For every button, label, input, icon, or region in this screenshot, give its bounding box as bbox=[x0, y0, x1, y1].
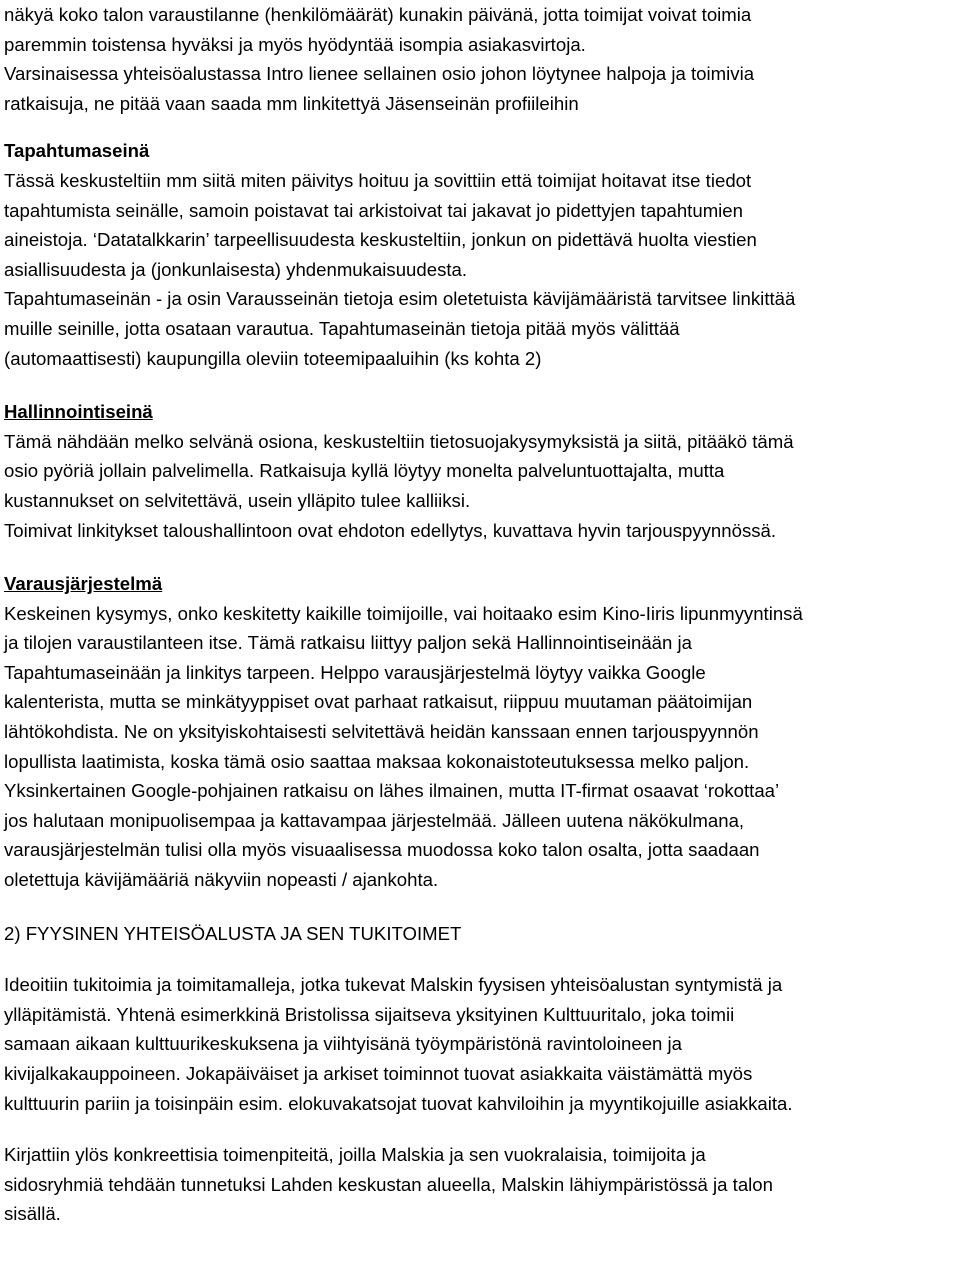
text-line: ratkaisuja, ne pitää vaan saada mm linkitettyä Jäsenseinän profiileihin bbox=[4, 92, 579, 114]
text-line: samaan aikaan kulttuurikeskuksena ja viihtyisänä työympäristönä ravintoloineen ja bbox=[4, 1033, 683, 1055]
text-line: kulttuurin pariin ja toisinpäin esim. elokuvakatsojat tuovat kahviloihin ja myyntikojuille asiakkaita. bbox=[4, 1092, 793, 1114]
section-heading: Hallinnointiseinä bbox=[4, 401, 153, 423]
text-line: muille seinille, jotta osataan varautua. Tapahtumaseinän tietoja pitää myös välittää bbox=[4, 317, 680, 339]
text-line: Toimivat linkitykset taloushallintoon ovat ehdoton edellytys, kuvattava hyvin tarjouspyynnössä. bbox=[4, 519, 777, 541]
text-line: kivijalkakauppoineen. Jokapäiväiset ja arkiset toiminnot tuovat asiakkaita väistämättä myös bbox=[4, 1063, 753, 1084]
text-line: kustannukset on selvitettävä, usein ylläpito tulee kalliiksi. bbox=[4, 489, 471, 511]
section-heading: Varausjärjestelmä bbox=[4, 573, 163, 595]
text-line: Tässä keskusteltiin mm siitä miten päivitys hoituu ja sovittiin että toimijat hoitavat itse tiedot bbox=[4, 169, 752, 191]
text-line: näkyä koko talon varaustilanne (henkilömäärät) kunakin päivänä, jotta toimijat voivat toimia bbox=[4, 4, 752, 25]
section-varausjarjestelma bbox=[4, 569, 956, 895]
text-line: lähtökohdista. Ne on yksityiskohtaisesti selvitettävä heidän kanssaan ennen tarjouspyynnön bbox=[4, 721, 759, 743]
paragraph-ideoitiin bbox=[4, 970, 956, 1118]
text-line: Keskeinen kysymys, onko keskitetty kaikille toimijoille, vai hoitaako esim Kino-Iiris lipunmyyntinsä bbox=[4, 602, 803, 624]
intro-paragraph bbox=[4, 0, 956, 118]
text-line: varausjärjestelmän tulisi olla myös visuaalisessa muodossa koko talon osalta, jotta saadaan bbox=[4, 839, 760, 861]
text-line: ylläpitämistä. Yhtenä esimerkkinä Bristolissa sijaitseva yksityinen Kulttuuritalo, joka toimii bbox=[4, 1003, 735, 1025]
text-line: asiallisuudesta ja (jonkunlaisesta) yhdenmukaisuudesta. bbox=[4, 258, 468, 280]
text-line: paremmin toistensa hyväksi ja myös hyödyntää isompia asiakasvirtoja. bbox=[4, 33, 586, 55]
text-line: Tapahtumaseinään ja linkitys tarpeen. Helppo varausjärjestelmä löytyy vaikka Google bbox=[4, 661, 706, 683]
text-line: lopullista laatimista, koska tämä osio saattaa maksaa kokonaistoteutuksessa melko paljon. bbox=[4, 750, 750, 772]
text-line: Varsinaisessa yhteisöalustassa Intro lienee sellainen osio johon löytynee halpoja ja toimivia bbox=[4, 63, 755, 85]
paragraph-kirjattiin bbox=[4, 1140, 956, 1229]
text-line: (automaattisesti) kaupungilla oleviin toteemipaaluihin (ks kohta 2) bbox=[4, 347, 542, 369]
section-heading: Tapahtumaseinä bbox=[4, 140, 150, 162]
text-line: Tämä nähdään melko selvänä osiona, keskusteltiin tietosuojakysymyksistä ja siitä, pitääkö tämä bbox=[4, 430, 794, 452]
section-fyysinen-yhteisoalusta bbox=[4, 919, 956, 949]
text-line: jos halutaan monipuolisempaa ja kattavampaa järjestelmää. Jälleen uutena näkökulmana, bbox=[4, 809, 745, 831]
text-line: ja tilojen varaustilanteen itse. Tämä ratkaisu liittyy paljon sekä Hallinnointiseinään ja bbox=[4, 632, 692, 654]
section-heading: 2) FYYSINEN YHTEISÖALUSTA JA SEN TUKITOIMET bbox=[4, 922, 462, 944]
text-line: aineistoja. ‘Datatalkkarin’ tarpeellisuudesta keskusteltiin, jonkun on pidettävä huolta viestien bbox=[4, 229, 757, 251]
text-line: Yksinkertainen Google-pohjainen ratkaisu on lähes ilmainen, mutta IT-firmat osaavat ‘rokottaa’ bbox=[4, 780, 780, 802]
text-line: Tapahtumaseinän - ja osin Varausseinän tietoja esim oletetuista kävijämääristä tarvitsee linkittää bbox=[4, 288, 796, 310]
text-line: tapahtumista seinälle, samoin poistavat tai arkistoivat tai jakavat jo pidettyjen tapahtumien bbox=[4, 199, 743, 221]
text-line: sidosryhmiä tehdään tunnetuksi Lahden keskustan alueella, Malskin lähiympäristössä ja talon bbox=[4, 1173, 773, 1195]
text-line: osio pyöriä jollain palvelimella. Ratkaisuja kyllä löytyy monelta palveluntuottajalta, mutta bbox=[4, 460, 725, 482]
section-tapahtumaseina bbox=[4, 136, 956, 373]
text-line: sisällä. bbox=[4, 1203, 61, 1225]
text-line: Kirjattiin ylös konkreettisia toimenpiteitä, joilla Malskia ja sen vuokralaisia, toimijoita ja bbox=[4, 1144, 706, 1166]
text-line: kalenterista, mutta se minkätyyppiset ovat parhaat ratkaisut, riippuu muutaman päätoimijan bbox=[4, 691, 753, 713]
text-line: oletettuja kävijämääriä näkyviin nopeasti / ajankohta. bbox=[4, 869, 439, 891]
text-line: Ideoitiin tukitoimia ja toimitamalleja, jotka tukevat Malskin fyysisen yhteisöalustan syntymistä ja bbox=[4, 974, 783, 996]
section-hallinnointiseina bbox=[4, 397, 956, 545]
